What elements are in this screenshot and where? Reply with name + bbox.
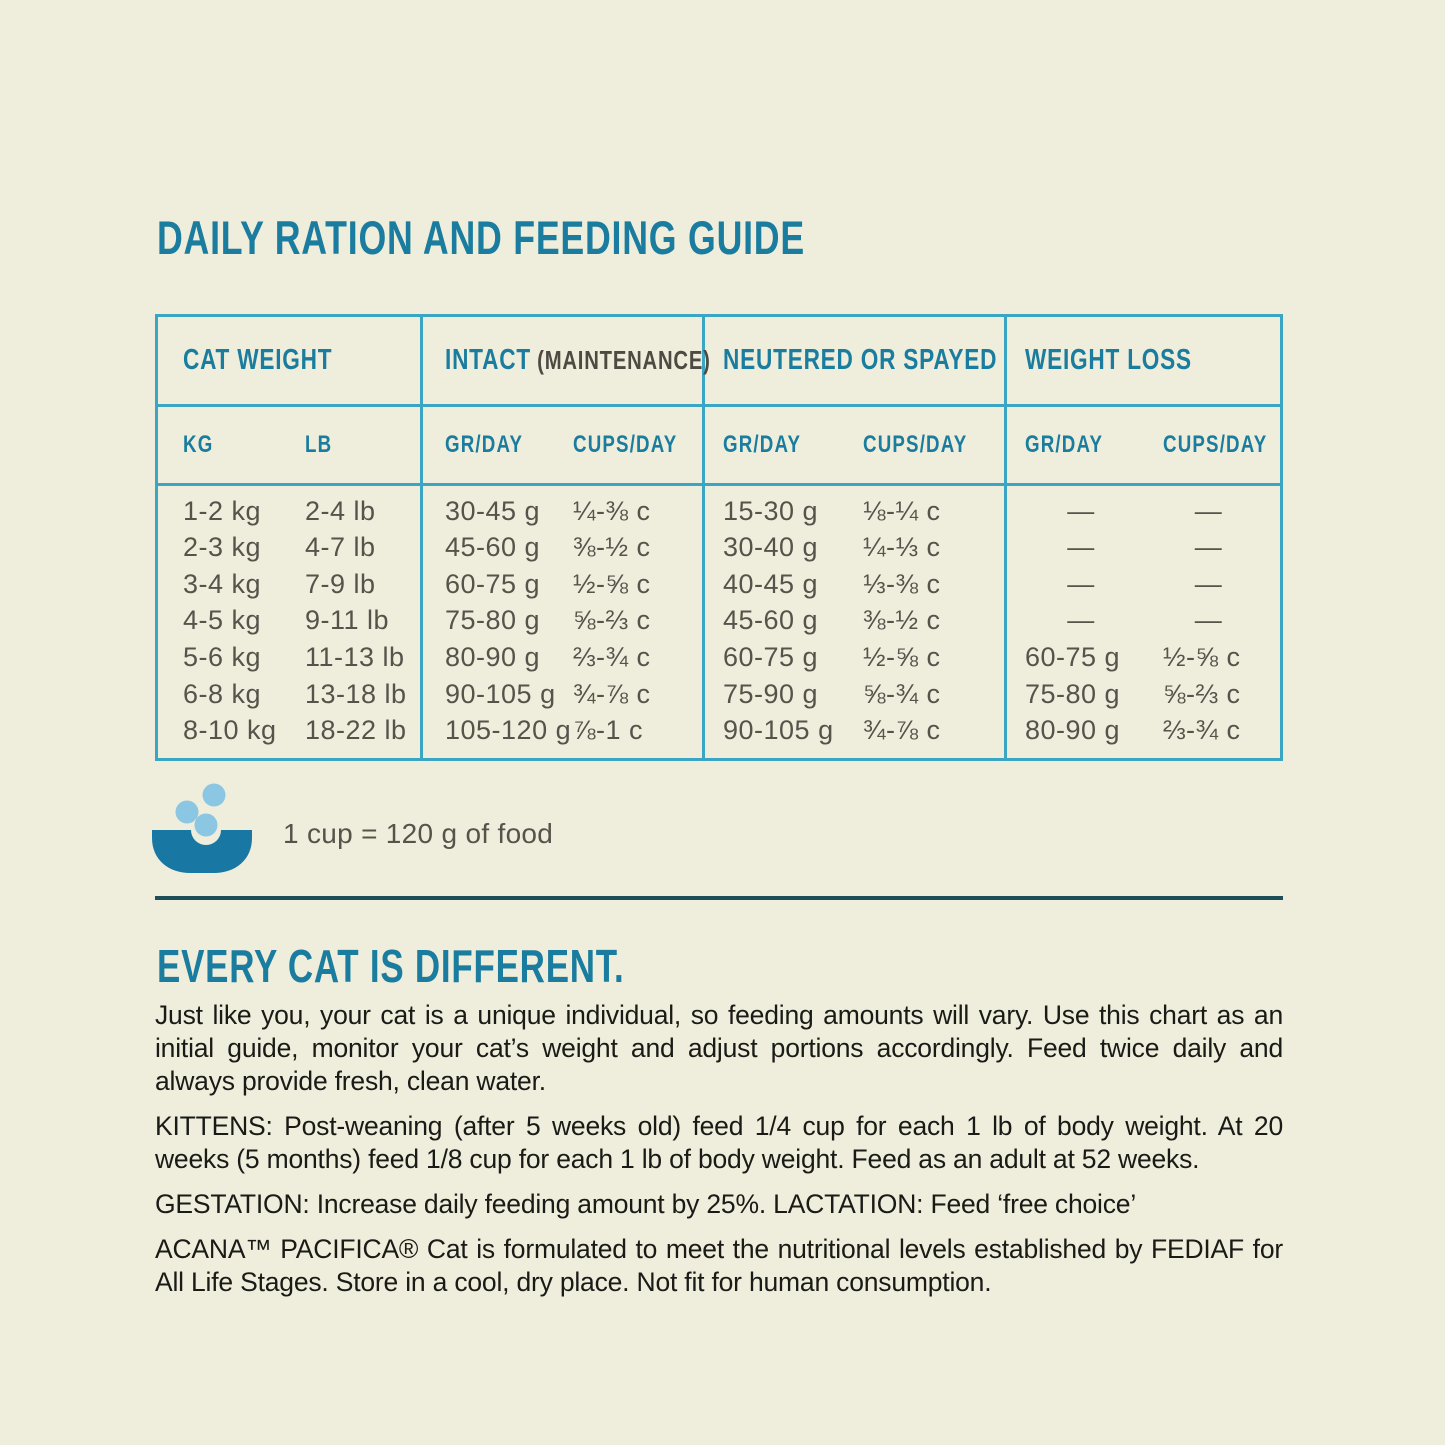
cell-cups: ⅝-⅔ c [573,605,651,636]
cell-cups: ⅓-⅜ c [863,568,941,599]
cell-gr: 90-105 g [723,715,834,746]
gr-day-subheader: GR/DAY [445,431,524,458]
intact-maintenance-note: (MAINTENANCE) [537,345,711,375]
intro-paragraph: Just like you, your cat is a unique individual, so feeding amounts will vary. Use this chart as an initial guide, monitor your cat’s weight and adjust portions accordingly. Feed twice daily and always provide fresh, clean water. [155,1000,1283,1096]
cell-kg: 8-10 kg [183,715,277,746]
feeding-notes [155,999,1283,1311]
lb-subheader: LB [305,431,333,458]
cell-cups: — [1194,568,1223,599]
cell-cups: ⅜-½ c [573,532,651,563]
column-group-cat-weight [158,317,423,407]
column-group-intact [423,317,711,407]
cell-kg: 6-8 kg [183,678,262,709]
cups-day-subheader: CUPS/DAY [1163,431,1268,458]
cell-cups: ½-⅝ c [573,568,651,599]
cell-cups: ⅝-⅔ c [1163,678,1241,709]
cell-cups: ½-⅝ c [1163,642,1241,673]
subheader-intact [423,407,705,486]
cell-gr: 105-120 g [445,715,572,746]
cell-gr: 80-90 g [1025,715,1121,746]
cell-gr: — [1067,605,1095,636]
cell-cups: ¾-⅞ c [863,715,941,746]
cell-gr: 40-45 g [723,568,819,599]
weight-loss-header: WEIGHT LOSS [1025,344,1192,376]
cell-cups: — [1194,532,1223,563]
intact-header: INTACT [445,344,531,376]
cell-gr: 90-105 g [445,678,556,709]
kittens-paragraph: KITTENS: Post-weaning (after 5 weeks old) feed 1/4 cup for each 1 lb of body weight. At 20 weeks (5 months) feed 1/8 cup for each 1 lb of body weight. Feed as an adult at 52 weeks. [155,1111,1283,1174]
subheader-cat-weight [158,407,423,486]
cell-cups: ⅔-¾ c [1163,715,1241,746]
section-divider [155,896,1283,900]
cell-gr: 45-60 g [723,605,819,636]
cell-cups: ¾-⅞ c [573,678,651,709]
cell-gr: 30-45 g [445,495,541,526]
neutered-values [705,486,1007,758]
cell-cups: ¼-⅓ c [863,532,941,563]
cell-cups: ⅝-¾ c [863,678,941,709]
intact-values [423,486,705,758]
page-title: DAILY RATION AND FEEDING GUIDE [157,211,805,264]
cell-lb: 11-13 lb [305,642,405,673]
cell-lb: 13-18 lb [305,678,407,709]
cell-gr: 75-90 g [723,678,819,709]
cell-lb: 4-7 lb [305,532,376,563]
cell-kg: 2-3 kg [183,532,262,563]
cell-lb: 7-9 lb [305,568,376,599]
column-group-weight-loss [1007,317,1280,407]
cat-weight-header: CAT WEIGHT [183,344,333,376]
cell-gr: 60-75 g [1025,642,1121,673]
cell-kg: 3-4 kg [183,568,262,599]
cell-kg: 1-2 kg [183,495,262,526]
weight-loss-values [1007,486,1280,758]
cell-gr: 75-80 g [1025,678,1121,709]
cell-kg: 4-5 kg [183,605,262,636]
cell-cups: — [1194,605,1223,636]
cell-gr: — [1067,568,1095,599]
cell-gr: 45-60 g [445,532,541,563]
cell-lb: 9-11 lb [305,605,390,636]
formulation-paragraph: ACANA™ PACIFICA® Cat is formulated to meet the nutritional levels established by FEDIAF for All Life Stages. Store in a cool, dry place. Not fit for human consumption. [155,1234,1283,1297]
cell-cups: ⅞-1 c [573,715,644,746]
subheader-weight-loss [1007,407,1280,486]
gr-day-subheader: GR/DAY [723,431,802,458]
cell-gr: 30-40 g [723,532,819,563]
cell-cups: ½-⅝ c [863,642,941,673]
cat-weight-values [158,486,423,758]
feeding-table [155,314,1283,761]
gr-day-subheader: GR/DAY [1025,431,1104,458]
subheader-neutered [705,407,1007,486]
cell-gr: 75-80 g [445,605,541,636]
cell-lb: 18-22 lb [305,715,407,746]
cell-gr: 60-75 g [723,642,819,673]
cell-kg: 5-6 kg [183,642,262,673]
every-cat-heading: EVERY CAT IS DIFFERENT. [157,940,625,992]
cup-equivalence-note: 1 cup = 120 g of food [283,818,554,849]
cell-cups: ⅔-¾ c [573,642,651,673]
cell-cups: — [1194,495,1223,526]
cell-cups: ⅜-½ c [863,605,941,636]
cups-day-subheader: CUPS/DAY [863,431,968,458]
column-group-neutered [705,317,1007,407]
kg-subheader: KG [183,431,214,458]
cell-gr: 80-90 g [445,642,541,673]
gestation-paragraph: GESTATION: Increase daily feeding amount by 25%. LACTATION: Feed ‘free choice’ [155,1189,1137,1219]
cell-gr: 15-30 g [723,495,819,526]
cell-gr: 60-75 g [445,568,541,599]
cell-gr: — [1067,495,1095,526]
cell-lb: 2-4 lb [305,495,376,526]
neutered-header: NEUTERED OR SPAYED [723,344,998,376]
food-bowl-icon [148,776,258,885]
cell-cups: ¼-⅜ c [573,495,651,526]
cell-gr: — [1067,532,1095,563]
cell-cups: ⅛-¼ c [863,495,941,526]
cups-day-subheader: CUPS/DAY [573,431,678,458]
